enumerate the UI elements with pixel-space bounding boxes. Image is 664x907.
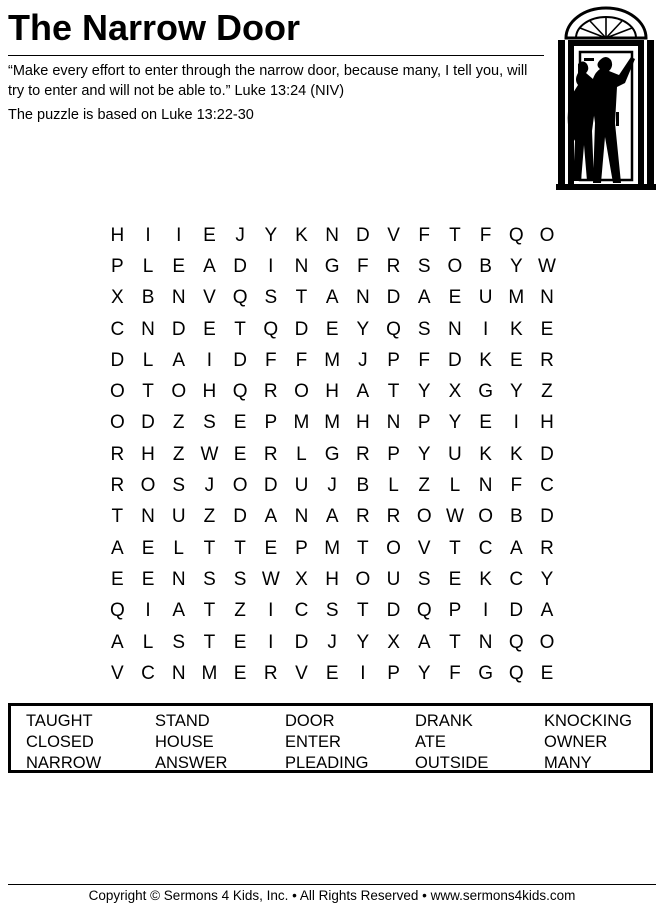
grid-letter: T <box>357 600 369 622</box>
grid-row <box>102 596 562 627</box>
grid-letter: U <box>448 443 462 465</box>
grid-letter: D <box>233 255 247 277</box>
grid-letter: U <box>294 475 309 497</box>
grid-letter: P <box>448 600 462 622</box>
grid-letter: C <box>509 568 524 590</box>
word-list-item: ANSWER <box>155 754 228 772</box>
grid-letter: C <box>294 600 309 622</box>
grid-letter: R <box>263 443 278 465</box>
grid-letter: R <box>263 662 278 684</box>
grid-row <box>102 658 562 689</box>
grid-letter: F <box>418 349 431 371</box>
grid-row <box>102 502 562 533</box>
grid-letter: D <box>233 349 247 371</box>
grid-letter: V <box>387 224 400 246</box>
grid-letter: C <box>141 662 155 684</box>
grid-letter: A <box>540 600 554 622</box>
grid-letter: T <box>111 506 124 528</box>
scripture-quote: “Make every effort to enter through the narrow door, because many, I tell you, will try to enter and will not be able to.” Luke 13:24 (NIV) <box>8 63 528 99</box>
grid-letter: Q <box>416 600 432 622</box>
grid-letter: S <box>203 412 216 434</box>
grid-letter: D <box>294 631 309 653</box>
grid-letter: E <box>233 631 247 653</box>
puzzle-source-note: The puzzle is based on Luke 13:22-30 <box>8 107 254 123</box>
word-list-item: STAND <box>155 712 210 730</box>
word-list-item: PLEADING <box>285 754 369 772</box>
grid-letter: J <box>327 475 337 497</box>
grid-letter: E <box>540 318 554 340</box>
word-list-item: MANY <box>544 754 592 772</box>
grid-letter: A <box>264 506 278 528</box>
grid-letter: I <box>360 662 366 684</box>
grid-letter: P <box>387 349 400 371</box>
word-list-item: CLOSED <box>26 733 94 751</box>
footer-divider <box>8 884 656 885</box>
word-list <box>26 711 654 774</box>
grid-letter: I <box>145 600 151 622</box>
grid-letter: A <box>417 631 431 653</box>
grid-letter: E <box>233 443 247 465</box>
grid-letter: A <box>111 631 124 653</box>
grid-letter: X <box>111 287 124 309</box>
grid-letter: R <box>540 349 554 371</box>
grid-letter: Z <box>541 381 553 403</box>
grid-letter: P <box>264 412 278 434</box>
grid-letter: Y <box>417 443 431 465</box>
grid-letter: E <box>203 224 216 246</box>
grid-letter: O <box>539 631 555 653</box>
grid-letter: O <box>416 506 432 528</box>
grid-letter: F <box>479 224 492 246</box>
grid-letter: A <box>417 287 431 309</box>
grid-letter: N <box>386 412 401 434</box>
grid-letter: Q <box>109 600 125 622</box>
grid-letter: W <box>261 568 280 590</box>
grid-letter: S <box>417 318 431 340</box>
word-list-item: HOUSE <box>155 733 214 751</box>
grid-letter: N <box>294 255 309 277</box>
grid-letter: V <box>203 287 216 309</box>
grid-letter: N <box>141 506 155 528</box>
grid-letter: O <box>171 381 187 403</box>
word-list-item: NARROW <box>26 754 102 772</box>
grid-letter: B <box>356 475 370 497</box>
grid-letter: O <box>355 568 371 590</box>
grid-letter: I <box>145 224 151 246</box>
grid-letter: M <box>324 537 341 559</box>
grid-letter: Z <box>203 506 216 528</box>
grid-letter: F <box>418 224 431 246</box>
grid-letter: S <box>203 568 216 590</box>
grid-letter: L <box>173 537 184 559</box>
grid-row <box>102 439 562 470</box>
grid-letter: R <box>355 443 370 465</box>
grid-letter: J <box>327 631 337 653</box>
grid-letter: Q <box>232 381 248 403</box>
grid-letter: A <box>172 600 186 622</box>
grid-letter: T <box>387 381 400 403</box>
word-list-item: OUTSIDE <box>415 754 489 772</box>
grid-letter: A <box>356 381 370 403</box>
grid-letter: F <box>357 255 369 277</box>
grid-letter: Q <box>508 662 524 684</box>
grid-letter: I <box>176 224 182 246</box>
word-search-grid <box>102 220 562 689</box>
word-list-item: DOOR <box>285 712 335 730</box>
grid-letter: D <box>448 349 462 371</box>
word-list-item: OWNER <box>544 733 608 751</box>
grid-letter: O <box>539 224 555 246</box>
grid-letter: O <box>447 255 463 277</box>
grid-letter: O <box>109 381 125 403</box>
word-list-item: DRANK <box>415 712 473 730</box>
grid-letter: F <box>510 475 523 497</box>
grid-letter: Z <box>172 443 185 465</box>
grid-letter: S <box>264 287 278 309</box>
word-list-item: ATE <box>415 733 446 751</box>
grid-letter: C <box>540 475 554 497</box>
word-list-item: KNOCKING <box>544 712 633 730</box>
grid-letter: T <box>449 631 461 653</box>
grid-letter: X <box>387 631 400 653</box>
grid-letter: D <box>540 443 554 465</box>
grid-letter: J <box>358 349 368 371</box>
grid-letter: H <box>325 381 340 403</box>
grid-letter: I <box>268 255 274 277</box>
grid-row <box>102 283 562 314</box>
grid-letter: V <box>111 662 124 684</box>
grid-letter: P <box>295 537 308 559</box>
grid-letter: W <box>538 255 556 277</box>
grid-letter: Q <box>232 287 248 309</box>
grid-row <box>102 345 562 376</box>
grid-letter: H <box>110 224 125 246</box>
grid-letter: R <box>110 443 125 465</box>
grid-letter: N <box>141 318 155 340</box>
grid-letter: Y <box>356 318 370 340</box>
grid-letter: I <box>482 318 489 340</box>
grid-letter: S <box>233 568 247 590</box>
grid-letter: O <box>232 475 248 497</box>
grid-letter: D <box>171 318 186 340</box>
grid-letter: E <box>141 537 155 559</box>
grid-letter: T <box>449 224 461 246</box>
grid-letter: N <box>540 287 554 309</box>
grid-letter: Y <box>264 224 278 246</box>
grid-letter: T <box>203 537 216 559</box>
grid-letter: Z <box>172 412 185 434</box>
grid-letter: T <box>234 318 246 340</box>
grid-letter: K <box>295 224 308 246</box>
grid-letter: D <box>355 224 370 246</box>
grid-letter: N <box>294 506 309 528</box>
grid-letter: D <box>263 475 278 497</box>
grid-letter: K <box>479 349 492 371</box>
grid-letter: C <box>110 318 125 340</box>
grid-letter: E <box>448 568 462 590</box>
grid-letter: D <box>233 506 247 528</box>
grid-letter: K <box>509 318 523 340</box>
door-with-silhouettes-icon <box>556 4 656 190</box>
grid-letter: N <box>171 662 186 684</box>
grid-letter: Q <box>508 224 524 246</box>
grid-letter: G <box>478 381 493 403</box>
grid-letter: G <box>324 255 340 277</box>
grid-letter: E <box>325 662 339 684</box>
grid-letter: D <box>141 412 155 434</box>
grid-letter: A <box>111 537 124 559</box>
grid-letter: S <box>172 631 186 653</box>
grid-letter: K <box>479 568 492 590</box>
grid-letter: S <box>325 600 339 622</box>
grid-letter: B <box>509 506 523 528</box>
grid-letter: H <box>325 568 340 590</box>
grid-letter: D <box>386 600 401 622</box>
grid-letter: W <box>445 506 464 528</box>
grid-letter: T <box>203 631 216 653</box>
grid-letter: L <box>388 475 399 497</box>
grid-letter: J <box>204 475 215 497</box>
grid-letter: O <box>109 412 125 434</box>
grid-row <box>102 408 562 439</box>
grid-row <box>102 564 562 595</box>
grid-letter: Y <box>417 381 431 403</box>
grid-letter: H <box>141 443 155 465</box>
page-title: The Narrow Door <box>8 7 301 48</box>
grid-letter: T <box>234 537 246 559</box>
title-divider <box>8 55 544 56</box>
grid-letter: H <box>202 381 217 403</box>
grid-letter: N <box>355 287 370 309</box>
grid-row <box>102 376 562 407</box>
grid-letter: Y <box>540 568 554 590</box>
grid-letter: U <box>386 568 401 590</box>
grid-letter: B <box>479 255 492 277</box>
grid-letter: L <box>142 255 154 277</box>
grid-letter: R <box>355 506 370 528</box>
grid-letter: E <box>264 537 278 559</box>
grid-letter: U <box>478 287 493 309</box>
grid-letter: X <box>448 381 462 403</box>
grid-letter: C <box>478 537 493 559</box>
grid-letter: D <box>386 287 401 309</box>
grid-letter: M <box>324 349 341 371</box>
grid-row <box>102 251 562 282</box>
grid-letter: L <box>296 443 307 465</box>
word-list-box <box>8 703 653 773</box>
grid-letter: R <box>263 381 278 403</box>
grid-letter: T <box>142 381 154 403</box>
grid-letter: I <box>482 600 489 622</box>
grid-letter: P <box>387 662 400 684</box>
grid-letter: Z <box>234 600 246 622</box>
grid-letter: G <box>324 443 340 465</box>
grid-letter: L <box>142 631 154 653</box>
grid-row <box>102 533 562 564</box>
grid-letter: Y <box>417 662 431 684</box>
grid-letter: E <box>479 412 492 434</box>
grid-letter: M <box>201 662 218 684</box>
grid-letter: I <box>268 600 274 622</box>
grid-letter: A <box>203 255 216 277</box>
grid-letter: O <box>294 381 309 403</box>
grid-letter: E <box>172 255 186 277</box>
grid-letter: N <box>171 568 186 590</box>
grid-letter: E <box>540 662 554 684</box>
grid-letter: T <box>295 287 308 309</box>
word-list-item: TAUGHT <box>26 712 93 730</box>
grid-letter: E <box>325 318 339 340</box>
grid-letter: A <box>172 349 186 371</box>
grid-letter: F <box>264 349 277 371</box>
grid-letter: K <box>509 443 523 465</box>
grid-letter: E <box>233 662 247 684</box>
grid-letter: E <box>111 568 124 590</box>
grid-letter: S <box>417 568 431 590</box>
grid-letter: B <box>141 287 155 309</box>
grid-letter: L <box>142 349 154 371</box>
grid-letter: F <box>449 662 461 684</box>
grid-letter: P <box>417 412 431 434</box>
grid-letter: A <box>325 506 339 528</box>
grid-letter: E <box>509 349 523 371</box>
grid-letter: Z <box>418 475 431 497</box>
grid-letter: M <box>293 412 310 434</box>
grid-letter: U <box>171 506 186 528</box>
grid-letter: R <box>540 537 554 559</box>
grid-letter: A <box>509 537 523 559</box>
grid-letter: A <box>325 287 339 309</box>
grid-letter: L <box>449 475 461 497</box>
grid-letter: E <box>203 318 216 340</box>
grid-letter: D <box>294 318 309 340</box>
grid-letter: J <box>235 224 245 246</box>
grid-letter: Y <box>509 255 523 277</box>
grid-letter: N <box>171 287 186 309</box>
grid-letter: M <box>508 287 525 309</box>
grid-letter: D <box>509 600 524 622</box>
grid-letter: I <box>206 349 213 371</box>
grid-letter: T <box>203 600 216 622</box>
grid-letter: O <box>140 475 156 497</box>
grid-letter: R <box>386 255 401 277</box>
grid-row <box>102 470 562 501</box>
grid-letter: E <box>141 568 155 590</box>
grid-letter: P <box>111 255 124 277</box>
grid-letter: F <box>295 349 308 371</box>
grid-letter: T <box>449 537 461 559</box>
grid-letter: R <box>386 506 401 528</box>
grid-letter: V <box>295 662 308 684</box>
grid-letter: S <box>172 475 186 497</box>
grid-letter: N <box>478 475 493 497</box>
grid-letter: N <box>448 318 462 340</box>
grid-letter: K <box>479 443 492 465</box>
grid-letter: N <box>325 224 340 246</box>
grid-letter: Y <box>448 412 462 434</box>
grid-letter: E <box>448 287 462 309</box>
grid-letter: E <box>233 412 247 434</box>
word-list-item: ENTER <box>285 733 341 751</box>
grid-letter: T <box>357 537 369 559</box>
grid-row <box>102 627 562 658</box>
grid-letter: Q <box>263 318 279 340</box>
grid-letter: V <box>417 537 431 559</box>
grid-row <box>102 314 562 345</box>
grid-letter: H <box>355 412 370 434</box>
grid-letter: O <box>478 506 493 528</box>
grid-letter: Q <box>508 631 524 653</box>
grid-letter: H <box>540 412 554 434</box>
grid-letter: I <box>268 631 274 653</box>
grid-letter: X <box>295 568 308 590</box>
grid-letter: S <box>417 255 431 277</box>
grid-letter: D <box>540 506 554 528</box>
grid-letter: G <box>478 662 493 684</box>
copyright-footer: Copyright © Sermons 4 Kids, Inc. • All Rights Reserved • www.sermons4kids.com <box>88 888 576 903</box>
grid-row <box>102 220 562 251</box>
grid-letter: Q <box>386 318 401 340</box>
grid-letter: W <box>200 443 219 465</box>
grid-letter: R <box>110 475 125 497</box>
grid-letter: N <box>478 631 493 653</box>
grid-letter: P <box>387 443 400 465</box>
grid-letter: Y <box>356 631 370 653</box>
grid-letter: O <box>386 537 401 559</box>
grid-letter: Y <box>509 381 523 403</box>
grid-letter: I <box>513 412 519 434</box>
grid-letter: D <box>110 349 125 371</box>
grid-letter: M <box>324 412 341 434</box>
